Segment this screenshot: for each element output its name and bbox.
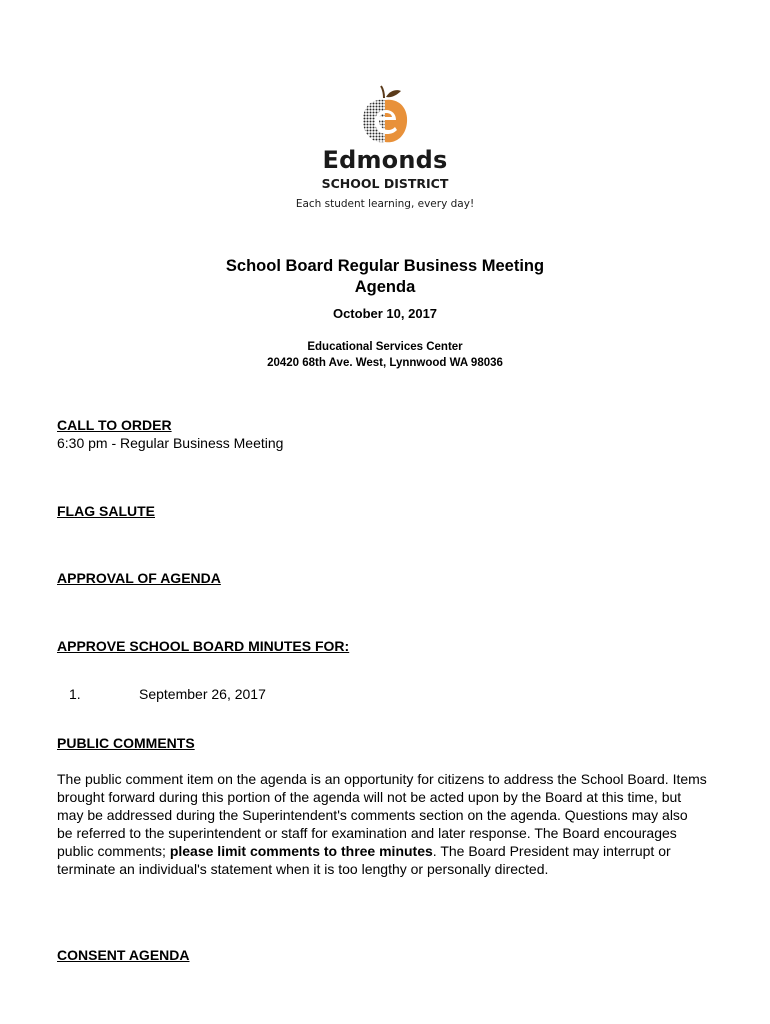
public-comments-text-2: . The Board President may interrupt or terminate an individual's statement when it is too lengthy or personally directed. (57, 843, 671, 877)
section-approve-minutes (57, 637, 707, 655)
venue-address: 20420 68th Ave. West, Lynnwood WA 98036 (267, 357, 503, 369)
public-comments-paragraph (57, 770, 707, 878)
section-flag-salute (57, 502, 707, 520)
section-heading: APPROVE SCHOOL BOARD MINUTES FOR: (57, 638, 350, 654)
list-item-text: September 26, 2017 (139, 686, 266, 702)
document-title-line2: Agenda (354, 278, 416, 296)
section-consent-agenda (57, 946, 707, 964)
public-comments-text-1: The public comment item on the agenda is an opportunity for citizens to address the School Board. Items brought forward during this portion of the agenda will not be acted upon by the Board at this time, but may be addressed during the Superintendent's comments section on the agenda. Questions may also be referred to the superintendent or staff for examination and later response. The Board encourages public comments; (57, 771, 707, 859)
district-logo (0, 84, 770, 211)
section-public-comments (57, 734, 707, 752)
section-call-to-order (57, 416, 707, 452)
document-header (0, 256, 770, 371)
section-heading: FLAG SALUTE (57, 503, 155, 519)
section-heading: CALL TO ORDER (57, 417, 172, 433)
document-title-line1: School Board Regular Business Meeting (225, 257, 545, 275)
list-item (57, 685, 707, 703)
call-to-order-text: 6:30 pm - Regular Business Meeting (57, 435, 284, 451)
brand-name: Edmonds (322, 146, 448, 174)
section-approval-of-agenda (57, 569, 707, 587)
apple-e-logo-icon (357, 84, 413, 146)
list-item-number: 1. (69, 686, 81, 702)
meeting-date: October 10, 2017 (332, 306, 438, 321)
section-heading: APPROVAL OF AGENDA (57, 570, 221, 586)
minutes-list (57, 685, 707, 703)
public-comments-emphasis: please limit comments to three minutes (169, 843, 433, 859)
public-comments-body (57, 770, 707, 878)
brand-tagline: Each student learning, every day! (295, 198, 475, 210)
brand-subtitle: SCHOOL DISTRICT (321, 176, 449, 191)
section-heading: CONSENT AGENDA (57, 947, 190, 963)
section-heading: PUBLIC COMMENTS (57, 735, 195, 751)
venue-name: Educational Services Center (307, 341, 463, 353)
